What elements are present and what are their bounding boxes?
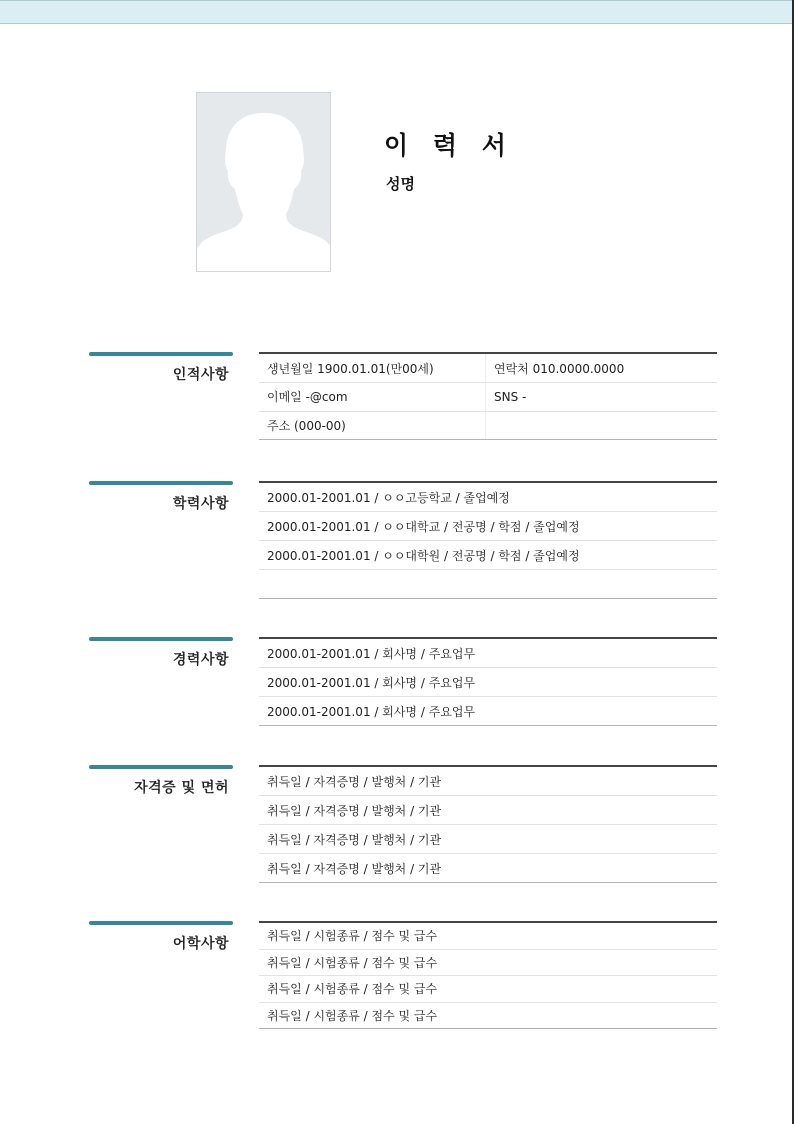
sns-field[interactable]: SNS - [485, 383, 711, 411]
table-row[interactable]: 취득일 / 자격증명 / 발행처 / 기관 [259, 825, 717, 854]
address-field[interactable]: 주소 (000-00) [267, 418, 346, 433]
table-row[interactable]: 2000.01-2001.01 / ㅇㅇ대학교 / 전공명 / 학점 / 졸업예정 [259, 512, 717, 541]
section-title: 학력사항 [172, 496, 229, 512]
table-row[interactable]: 2000.01-2001.01 / 회사명 / 주요업무 [259, 639, 717, 668]
table-row[interactable]: 취득일 / 시험종류 / 점수 및 급수 [259, 1003, 717, 1030]
section-title: 어학사항 [172, 936, 229, 952]
section-title: 경력사항 [172, 652, 229, 668]
section-accent-bar [89, 765, 233, 769]
section-accent-bar [89, 637, 233, 641]
section-title: 자격증 및 면허 [134, 780, 229, 796]
table-row[interactable]: 취득일 / 자격증명 / 발행처 / 기관 [259, 854, 717, 883]
document-title: 이 력 서 [384, 131, 514, 160]
section-accent-bar [89, 352, 233, 356]
person-silhouette-icon [197, 93, 331, 272]
table-row [259, 412, 717, 441]
table-row[interactable]: 2000.01-2001.01 / 회사명 / 주요업무 [259, 668, 717, 697]
table-row[interactable]: 취득일 / 시험종류 / 점수 및 급수 [259, 950, 717, 977]
empty-cell [485, 412, 711, 440]
career-table [259, 637, 717, 726]
section-accent-bar [89, 921, 233, 925]
table-row[interactable]: 취득일 / 자격증명 / 발행처 / 기관 [259, 767, 717, 796]
table-row-empty[interactable] [259, 570, 717, 599]
table-row[interactable]: 취득일 / 자격증명 / 발행처 / 기관 [259, 796, 717, 825]
table-row[interactable]: 취득일 / 시험종류 / 점수 및 급수 [259, 976, 717, 1003]
table-row [259, 354, 717, 383]
profile-photo-placeholder[interactable] [196, 92, 331, 272]
certificates-table [259, 765, 717, 883]
table-row[interactable]: 취득일 / 시험종류 / 점수 및 급수 [259, 923, 717, 950]
section-accent-bar [89, 481, 233, 485]
birth-date-field[interactable]: 생년월일 1900.01.01(만00세) [267, 361, 434, 376]
contact-field[interactable]: 연락처 010.0000.0000 [485, 354, 711, 382]
table-row [259, 383, 717, 412]
education-table [259, 481, 717, 599]
name-label[interactable]: 성명 [386, 175, 415, 193]
table-row[interactable]: 2000.01-2001.01 / 회사명 / 주요업무 [259, 697, 717, 726]
personal-table [259, 352, 717, 440]
table-row[interactable]: 2000.01-2001.01 / ㅇㅇ대학원 / 전공명 / 학점 / 졸업예정 [259, 541, 717, 570]
top-band [0, 0, 794, 24]
table-row[interactable]: 2000.01-2001.01 / ㅇㅇ고등학교 / 졸업예정 [259, 483, 717, 512]
languages-table [259, 921, 717, 1029]
email-field[interactable]: 이메일 -@com [267, 390, 348, 405]
section-title: 인적사항 [172, 367, 229, 383]
